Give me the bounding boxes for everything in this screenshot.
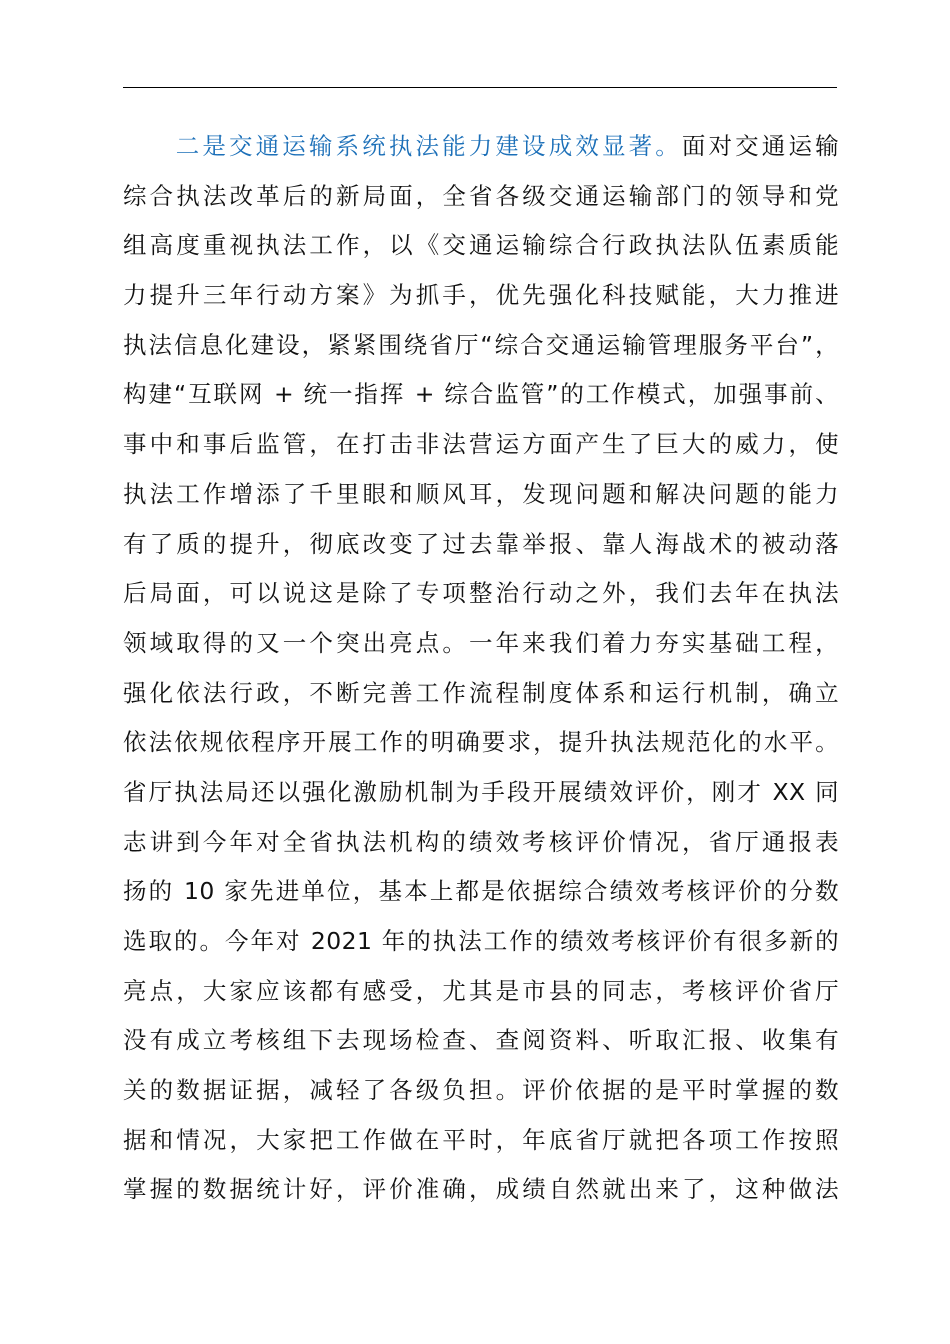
body-paragraph [123,122,839,1215]
paragraph-lead-heading: 二是交通运输系统执法能力建设成效显著。 [173,132,682,160]
paragraph-line: 强化依法行政，不断完善工作流程制度体系和运行机制，确立 [123,678,839,707]
paragraph-line: 组高度重视执法工作，以《交通运输综合行政执法队伍素质能 [123,231,839,260]
paragraph-line: 关的数据证据，减轻了各级负担。评价依据的是平时掌握的数 [123,1076,839,1105]
paragraph-line: 扬的 10 家先进单位，基本上都是依据综合绩效考核评价的分数 [123,877,839,906]
paragraph-line: 据和情况，大家把工作做在平时，年底省厅就把各项工作按照 [123,1125,839,1154]
paragraph-line: 力提升三年行动方案》为抓手，优先强化科技赋能，大力推进 [123,281,839,310]
paragraph-line: 执法工作增添了千里眼和顺风耳，发现问题和解决问题的能力 [123,479,839,508]
paragraph-line: 省厅执法局还以强化激励机制为手段开展绩效评价，刚才 XX 同 [123,777,839,806]
paragraph-line: 没有成立考核组下去现场检查、查阅资料、听取汇报、收集有 [123,1026,839,1055]
paragraph-line: 后局面，可以说这是除了专项整治行动之外，我们去年在执法 [123,579,839,608]
paragraph-line: 综合执法改革后的新局面，全省各级交通运输部门的领导和党 [123,181,839,210]
paragraph-line: 执法信息化建设，紧紧围绕省厅“综合交通运输管理服务平台”， [123,330,839,359]
paragraph-line: 亮点，大家应该都有感受，尤其是市县的同志，考核评价省厅 [123,976,839,1005]
paragraph-line: 领域取得的又一个突出亮点。一年来我们着力夯实基础工程， [123,628,839,657]
paragraph-line-text: 面对交通运输 [681,132,839,160]
paragraph-line: 掌握的数据统计好，评价准确，成绩自然就出来了，这种做法 [123,1175,839,1204]
paragraph-line [123,122,839,172]
paragraph-line: 选取的。今年对 2021 年的执法工作的绩效考核评价有很多新的 [123,927,839,955]
paragraph-line: 志讲到今年对全省执法机构的绩效考核评价情况，省厅通报表 [123,827,839,856]
paragraph-line: 构建“互联网 + 统一指挥 + 综合监管”的工作模式，加强事前、 [123,380,839,409]
paragraph-line: 有了质的提升，彻底改变了过去靠举报、靠人海战术的被动落 [123,529,839,558]
paragraph-line: 依法依规依程序开展工作的明确要求，提升执法规范化的水平。 [123,728,839,757]
paragraph-line: 事中和事后监管，在打击非法营运方面产生了巨大的威力，使 [123,430,839,459]
header-rule [123,87,837,88]
